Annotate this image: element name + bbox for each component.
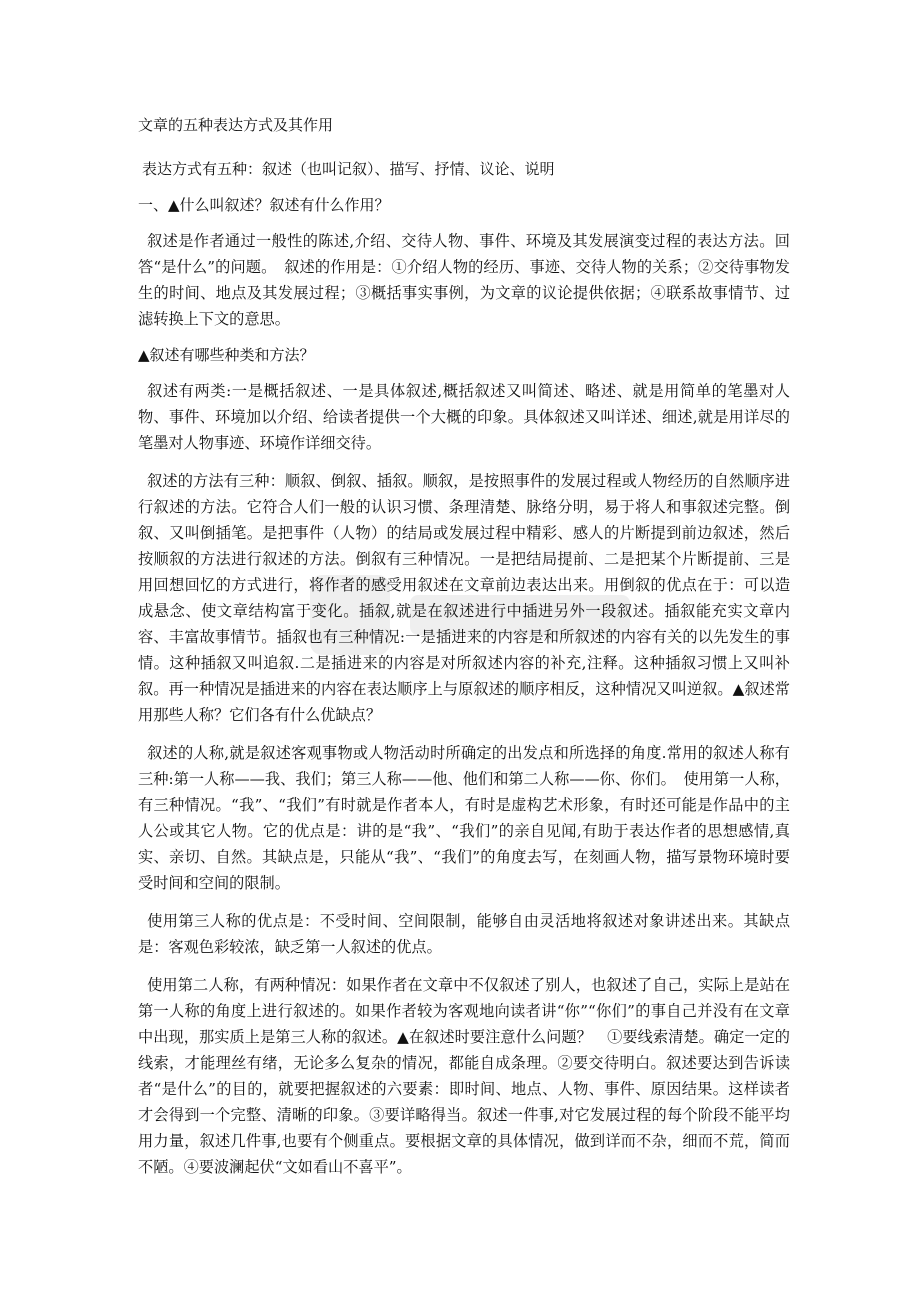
document-page: [138, 114, 790, 1192]
paragraph-6: 使用第二人称，有两种情况：如果作者在文章中不仅叙述了别人，也叙述了自己，实际上是站在第一人称的角度上进行叙述的。如果作者较为客观地向读者讲“你”“你们”的事自己并没有在文章中出现，那实质上是第三人称的叙述。▲在叙述时要注意什么问题？ ①要线索清楚。确定一定的线索，才能理丝有绪，无论多么复杂的情况，都能自成条理。②要交待明白。叙述要达到告诉读者“是什么”的目的，就要把握叙述的六要素：即时间、地点、人物、事件、原因结果。这样读者才会得到一个完整、清晰的印象。③要详略得当。叙述一件事,对它发展过程的每个阶段不能平均用力量，叙述几件事,也要有个侧重点。要根据文章的具体情况，做到详而不杂，细而不荒，简而不陋。④要波澜起伏“文如看山不喜平”。: [138, 976, 790, 1176]
document-title: 文章的五种表达方式及其作用: [138, 116, 334, 134]
paragraph-1: 叙述是作者通过一般性的陈述,介绍、交待人物、事件、环境及其发展演变过程的表达方法。回答“是什么”的问题。 叙述的作用是：①介绍人物的经历、事迹、交待人物的关系；②交待事物发生的时间、地点及其发展过程；③概括事实事例，为文章的议论提供依据；④联系故事情节、过滤转换上下文的意思。: [138, 232, 790, 328]
paragraph-4: 叙述的人称,就是叙述客观事物或人物活动时所确定的出发点和所选择的角度.常用的叙述人称有三种:第一人称——我、我们；第三人称——他、他们和第二人称——你、你们。 使用第一人称，有三种情况。“我”、“我们”有时就是作者本人，有时是虚构艺术形象，有时还可能是作品中的主人公或其它人物。它的优点是：讲的是“我”、“我们”的亲自见闻,有助于表达作者的思想感情,真实、亲切、自然。其缺点是，只能从“我”、“我们”的角度去写，在刻画人物，描写景物环境时要受时间和空间的限制。: [138, 744, 790, 892]
paragraph-5: 使用第三人称的优点是：不受时间、空间限制，能够自由灵活地将叙述对象讲述出来。其缺点是：客观色彩较浓，缺乏第一人叙述的优点。: [138, 912, 790, 956]
section-heading-2: ▲叙述有哪些种类和方法？: [138, 346, 315, 364]
intro-line: 表达方式有五种：叙述（也叫记叙）、描写、抒情、议论、说明: [142, 160, 555, 178]
section-heading-1: 一、▲什么叫叙述？叙述有什么作用？: [138, 196, 390, 214]
paragraph-3: 叙述的方法有三种：顺叙、倒叙、插叙。顺叙，是按照事件的发展过程或人物经历的自然顺序进行叙述的方法。它符合人们一般的认识习惯、条理清楚、脉络分明，易于将人和事叙述完整。倒叙、又叫倒插笔。是把事件（人物）的结局或发展过程中精彩、感人的片断提到前边叙述，然后按顺叙的方法进行叙述的方法。倒叙有三种情况。一是把结局提前、二是把某个片断提前、三是用回想回忆的方式进行，将作者的感受用叙述在文章前边表达出来。用倒叙的优点在于：可以造成悬念、使文章结构富于变化。插叙,就是在叙述进行中插进另外一段叙述。插叙能充实文章内容、丰富故事情节。插叙也有三种情况:一是插进来的内容是和所叙述的内容有关的以先发生的事情。这种插叙又叫追叙.二是插进来的内容是对所叙述内容的补充,注释。这种插叙习惯上又叫补叙。再一种情况是插进来的内容在表达顺序上与原叙述的顺序相反，这种情况又叫逆叙。▲叙述常用那些人称？它们各有什么优缺点？: [138, 472, 790, 724]
paragraph-2: 叙述有两类:一是概括叙述、一是具体叙述,概括叙述又叫简述、略述、就是用简单的笔墨对人物、事件、环境加以介绍、给读者提供一个大概的印象。具体叙述又叫详述、细述,就是用详尽的笔墨对人物事迹、环境作详细交待。: [138, 382, 790, 452]
